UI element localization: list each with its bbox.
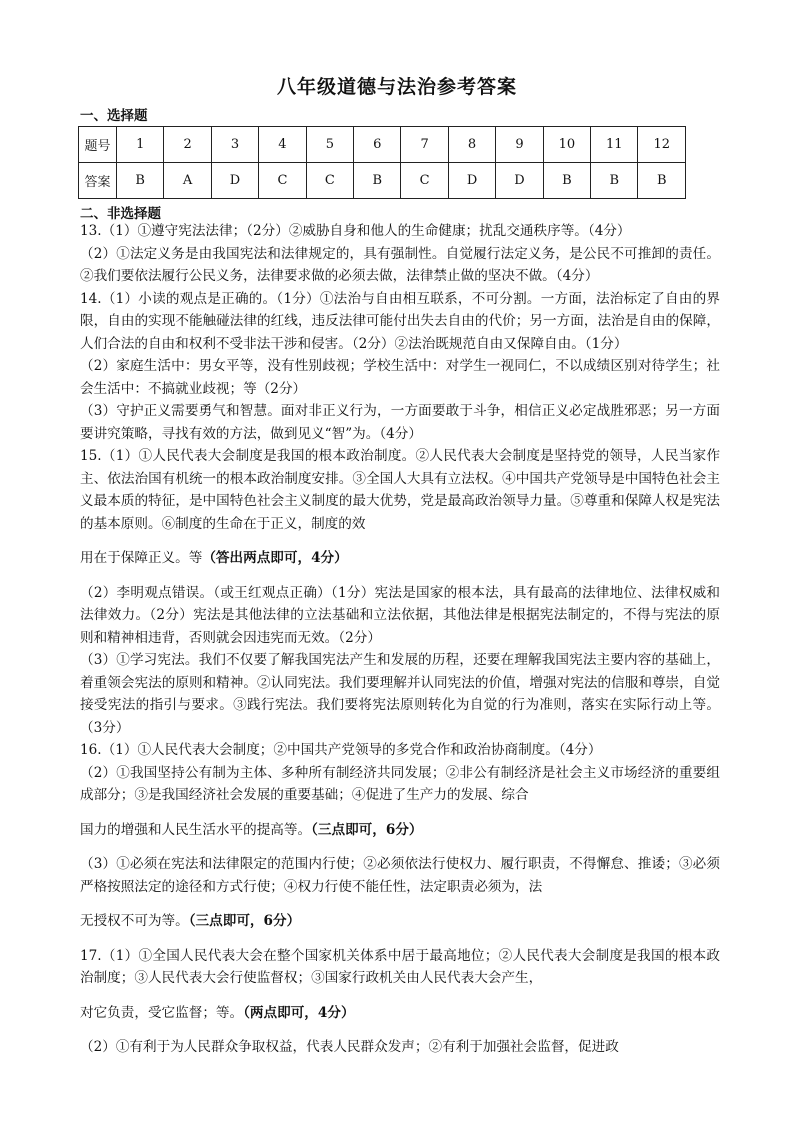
answer-paragraph-q16-1: 16.（1）①人民代表大会制度；②中国共产党领导的多党合作和政治协商制度。（4分）	[80, 742, 602, 758]
table-cell: 12	[638, 127, 686, 163]
table-cell: B	[543, 163, 590, 199]
answer-paragraph-q15-2: （2）李明观点错误。（或王红观点正确）（1分）宪法是国家的根本法，具有最高的法律地位、法律权威和法律效力。（2分）宪法是其他法律的立法基础和立法依据，其他法律是根据宪法制定的，不得与宪法的原则和精神相违背，否则就会因违宪而无效。（2分）	[80, 584, 720, 646]
answer-paragraph-q16-2: （2）①我国坚持公有制为主体、多种所有制经济共同发展；②非公有制经济是社会主义市场经济的重要组成部分；③是我国经济社会发展的重要基础；④促进了生产力的发展、综合	[80, 764, 720, 803]
answer-text: 用在于保障正义。等	[80, 550, 203, 566]
table-cell: 1	[117, 127, 164, 163]
answer-paragraph-q16-3: （3）①必须在宪法和法律限定的范围内行使；②必须依法行使权力、履行职责，不得懈怠、推诿；③必须严格按照法定的途径和方式行使；④权力行使不能任性，法定职责必须为，法	[80, 856, 720, 895]
answer-paragraph-q16-2-end	[80, 819, 720, 842]
score-note: （三点即可，6分）	[188, 913, 301, 929]
table-cell: D	[211, 163, 258, 199]
score-note: （答出两点即可，4分）	[202, 550, 348, 566]
score-note: （三点即可，6分）	[311, 821, 423, 838]
answer-paragraph-q14-3: （3）守护正义需要勇气和智慧。面对非正义行为，一方面要敢于斗争，相信正义必定战胜邪恶；另一方面要讲究策略，寻找有效的方法，做到见义“智”为。（4分）	[80, 403, 720, 442]
score-note: （两点即可，4分）	[243, 1004, 355, 1021]
answer-paragraph-q17-1: 17.（1）①全国人民代表大会在整个国家机关体系中居于最高地位；②人民代表大会制度是我国的根本政治制度；③人民代表大会行使监督权；③国家行政机关由人民代表大会产生，	[80, 947, 720, 986]
table-cell: B	[638, 163, 686, 199]
answer-paragraph-q17-1-end	[80, 1002, 720, 1025]
answer-paragraph-q15-1: 15.（1）①人民代表大会制度是我国的根本政治制度。②人民代表大会制度是坚持党的领导，人民当家作主、依法治国有机统一的根本政治制度安排。③全国人大具有立法权。④中国共产党领导是中国特色社会主义最本质的特征，是中国特色社会主义制度的最大优势，党是最高政治领导力量。⑤尊重和保障人权是宪法的基本原则。⑥制度的生命在于正义，制度的效	[80, 448, 720, 532]
answer-text: 对它负责，受它监督；等。	[80, 1004, 244, 1021]
table-cell: A	[164, 163, 211, 199]
answers-body	[80, 220, 720, 1059]
answer-paragraph-q13-1: 13.（1）①遵守宪法法律；（2分）②威胁自身和他人的生命健康；扰乱交通秩序等。（4分）	[80, 223, 631, 239]
table-cell: D	[496, 163, 543, 199]
table-cell: B	[591, 163, 638, 199]
table-cell: C	[306, 163, 353, 199]
section-heading-choice: 一、选择题	[80, 108, 148, 124]
table-cell: B	[354, 163, 401, 199]
table-cell: D	[448, 163, 495, 199]
table-cell: 11	[591, 127, 638, 163]
page-title: 八年级道德与法治参考答案	[276, 76, 517, 98]
answer-paragraph-q15-1-end	[80, 547, 720, 570]
table-cell: 4	[259, 127, 306, 163]
section-heading-non-choice: 二、非选择题	[80, 206, 161, 222]
answer-paragraph-q13-2: （2）①法定义务是由我国宪法和法律规定的，具有强制性。自觉履行法定义务，是公民不可推卸的责任。②我们要依法履行公民义务，法律要求做的必须去做，法律禁止做的坚决不做。（4分）	[80, 245, 720, 284]
table-cell: C	[401, 163, 448, 199]
table-cell: 5	[306, 127, 353, 163]
table-row-answers	[79, 163, 686, 199]
table-cell: 8	[448, 127, 495, 163]
table-cell: B	[117, 163, 164, 199]
table-cell: 7	[401, 127, 448, 163]
answer-paragraph-q14-1: 14.（1）小读的观点是正确的。（1分）①法治与自由相互联系，不可分割。一方面，法治标定了自由的界限，自由的实现不能触碰法律的红线，违反法律可能付出失去自由的代价；另一方面，法治是自由的保障，人们合法的自由和权利不受非法干涉和侵害。（2分）②法治既规范自由又保障自由。（1分）	[80, 290, 720, 352]
row-header-answer: 答案	[79, 163, 117, 199]
answer-text: 无授权不可为等。	[80, 913, 189, 929]
answer-paragraph-q14-2: （2）家庭生活中：男女平等，没有性别歧视；学校生活中：对学生一视同仁，不以成绩区别对待学生；社会生活中：不搞就业歧视；等（2分）	[80, 358, 720, 397]
table-cell: 6	[354, 127, 401, 163]
table-cell: 3	[211, 127, 258, 163]
answer-paragraph-q16-3-end	[80, 910, 720, 933]
answer-table	[78, 126, 686, 199]
table-cell: 10	[543, 127, 590, 163]
table-cell: 2	[164, 127, 211, 163]
table-row-numbers	[79, 127, 686, 163]
answer-paragraph-q17-2: （2）①有利于为人民群众争取权益，代表人民群众发声；②有利于加强社会监督，促进政	[80, 1039, 619, 1055]
row-header-number: 题号	[79, 127, 117, 163]
table-cell: C	[259, 163, 306, 199]
answer-text: 国力的增强和人民生活水平的提高等。	[80, 821, 312, 838]
answer-paragraph-q15-3: （3）①学习宪法。我们不仅要了解我国宪法产生和发展的历程，还要在理解我国宪法主要内容的基础上，着重领会宪法的原则和精神。②认同宪法。我们要理解并认同宪法的价值，增强对宪法的信服和尊崇，自觉接受宪法的指引与要求。③践行宪法。我们要将宪法原则转化为自觉的行为准则，落实在实际行动上等。（3分）	[80, 652, 720, 736]
table-cell: 9	[496, 127, 543, 163]
